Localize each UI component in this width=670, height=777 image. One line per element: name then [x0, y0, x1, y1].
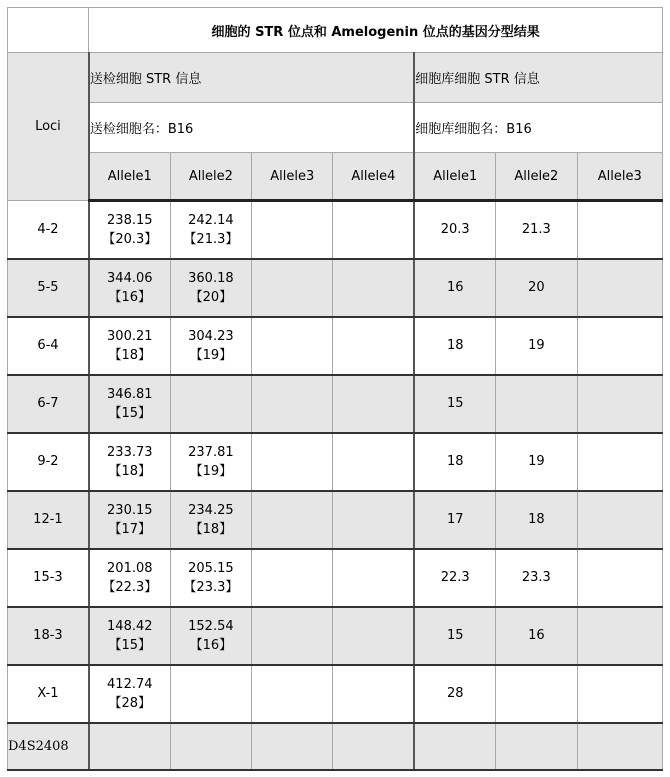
submitted-allele-header: Allele2: [170, 153, 251, 201]
library-allele-cell: [577, 491, 662, 549]
library-allele-cell: 20.3: [414, 201, 495, 259]
submitted-allele-cell: [89, 723, 170, 770]
allele-call: 【18】: [189, 521, 233, 537]
fragment-size: 234.25: [188, 502, 234, 518]
library-allele-header: Allele1: [414, 153, 495, 201]
submitted-allele-cell: [170, 665, 251, 723]
submitted-allele-cell: [252, 665, 333, 723]
submitted-allele-cell: [252, 317, 333, 375]
locus-cell: X-1: [8, 665, 89, 723]
allele-call: 【18】: [108, 463, 152, 479]
library-allele-cell: 21.3: [496, 201, 577, 259]
submitted-allele-cell: [89, 375, 170, 433]
allele-call: 【15】: [108, 405, 152, 421]
submitted-allele-cell: [252, 607, 333, 665]
table-row: [8, 491, 663, 549]
submitted-allele-header: Allele4: [333, 153, 414, 201]
library-allele-header: Allele2: [496, 153, 577, 201]
submitted-allele-cell: [252, 491, 333, 549]
submitted-allele-cell: [170, 375, 251, 433]
submitted-allele-cell: [170, 491, 251, 549]
submitted-allele-cell: [252, 549, 333, 607]
library-allele-cell: 20: [496, 259, 577, 317]
library-allele-header: Allele3: [577, 153, 662, 201]
fragment-size: 237.81: [188, 444, 234, 460]
submitted-allele-cell: [333, 433, 414, 491]
library-allele-cell: 18: [496, 491, 577, 549]
submitted-allele-cell: [89, 665, 170, 723]
fragment-size: 360.18: [188, 270, 234, 286]
locus-cell: 5-5: [8, 259, 89, 317]
library-cell-name: 细胞库细胞名：B16: [414, 103, 662, 153]
library-allele-cell: [577, 549, 662, 607]
allele-call: 【28】: [108, 695, 152, 711]
locus-cell: 6-4: [8, 317, 89, 375]
library-allele-cell: 18: [414, 433, 495, 491]
fragment-size: 304.23: [188, 328, 234, 344]
library-allele-cell: 16: [496, 607, 577, 665]
fragment-size: 300.21: [107, 328, 153, 344]
library-allele-cell: [577, 317, 662, 375]
library-allele-cell: 15: [414, 375, 495, 433]
locus-cell: 12-1: [8, 491, 89, 549]
submitted-allele-cell: [170, 201, 251, 259]
submitted-allele-cell: [333, 375, 414, 433]
table-row: [8, 201, 663, 259]
fragment-size: 230.15: [107, 502, 153, 518]
allele-call: 【20.3】: [102, 231, 158, 247]
table-row: [8, 607, 663, 665]
allele-call: 【18】: [108, 347, 152, 363]
table-row: [8, 317, 663, 375]
submitted-allele-cell: [89, 549, 170, 607]
library-allele-cell: [496, 723, 577, 770]
locus-cell: 18-3: [8, 607, 89, 665]
allele-call: 【21.3】: [183, 231, 239, 247]
library-group-label: 细胞库细胞 STR 信息: [414, 53, 662, 103]
library-allele-cell: [577, 201, 662, 259]
group-row: [8, 53, 663, 103]
fragment-size: 238.15: [107, 212, 153, 228]
submitted-allele-cell: [170, 259, 251, 317]
submitted-allele-cell: [333, 549, 414, 607]
library-allele-cell: 15: [414, 607, 495, 665]
fragment-size: 152.54: [188, 618, 234, 634]
library-allele-cell: [577, 665, 662, 723]
submitted-allele-cell: [333, 259, 414, 317]
allele-call: 【15】: [108, 637, 152, 653]
submitted-allele-cell: [170, 317, 251, 375]
locus-cell: 15-3: [8, 549, 89, 607]
allele-call: 【16】: [189, 637, 233, 653]
library-allele-cell: 23.3: [496, 549, 577, 607]
table-row: [8, 375, 663, 433]
submitted-allele-cell: [89, 433, 170, 491]
submitted-allele-cell: [333, 723, 414, 770]
submitted-allele-cell: [252, 375, 333, 433]
fragment-size: 346.81: [107, 386, 153, 402]
submitted-allele-cell: [170, 549, 251, 607]
allele-call: 【17】: [108, 521, 152, 537]
library-allele-cell: [577, 723, 662, 770]
submitted-allele-cell: [89, 317, 170, 375]
library-allele-cell: [577, 259, 662, 317]
library-allele-cell: 17: [414, 491, 495, 549]
allele-call: 【22.3】: [102, 579, 158, 595]
fragment-size: 205.15: [188, 560, 234, 576]
submitted-allele-cell: [333, 607, 414, 665]
name-row: [8, 103, 663, 153]
submitted-allele-cell: [333, 317, 414, 375]
library-allele-cell: 22.3: [414, 549, 495, 607]
table-row: [8, 665, 663, 723]
str-genotype-table: [7, 7, 663, 771]
library-allele-cell: [414, 723, 495, 770]
library-allele-cell: 18: [414, 317, 495, 375]
library-allele-cell: 16: [414, 259, 495, 317]
library-allele-cell: 19: [496, 433, 577, 491]
submitted-allele-cell: [333, 665, 414, 723]
title-row: [8, 8, 663, 53]
table-row: [8, 549, 663, 607]
locus-cell: 9-2: [8, 433, 89, 491]
allele-call: 【23.3】: [183, 579, 239, 595]
submitted-allele-cell: [252, 201, 333, 259]
submitted-allele-header: Allele1: [89, 153, 170, 201]
submitted-allele-cell: [170, 433, 251, 491]
submitted-cell-name: 送检细胞名：B16: [89, 103, 414, 153]
fragment-size: 412.74: [107, 676, 153, 692]
table-row: [8, 723, 663, 770]
submitted-allele-cell: [252, 723, 333, 770]
fragment-size: 148.42: [107, 618, 153, 634]
allele-call: 【19】: [189, 463, 233, 479]
fragment-size: 344.06: [107, 270, 153, 286]
submitted-group-label: 送检细胞 STR 信息: [89, 53, 414, 103]
submitted-allele-cell: [170, 607, 251, 665]
submitted-allele-header: Allele3: [252, 153, 333, 201]
library-allele-cell: [496, 375, 577, 433]
submitted-allele-cell: [89, 259, 170, 317]
allele-call: 【19】: [189, 347, 233, 363]
fragment-size: 233.73: [107, 444, 153, 460]
library-allele-cell: [577, 607, 662, 665]
allele-call: 【16】: [108, 289, 152, 305]
submitted-allele-cell: [89, 201, 170, 259]
library-allele-cell: 19: [496, 317, 577, 375]
submitted-allele-cell: [252, 433, 333, 491]
library-allele-cell: [577, 375, 662, 433]
allele-header-row: [8, 153, 663, 201]
table-row: [8, 433, 663, 491]
fragment-size: 242.14: [188, 212, 234, 228]
library-allele-cell: [577, 433, 662, 491]
library-allele-cell: 28: [414, 665, 495, 723]
table-title: 细胞的 STR 位点和 Amelogenin 位点的基因分型结果: [89, 8, 663, 53]
submitted-allele-cell: [252, 259, 333, 317]
fragment-size: 201.08: [107, 560, 153, 576]
locus-cell: D4S2408: [8, 723, 89, 770]
submitted-allele-cell: [333, 201, 414, 259]
library-allele-cell: [496, 665, 577, 723]
allele-call: 【20】: [189, 289, 233, 305]
locus-cell: 4-2: [8, 201, 89, 259]
loci-header: Loci: [8, 53, 89, 201]
submitted-allele-cell: [89, 491, 170, 549]
submitted-allele-cell: [333, 491, 414, 549]
locus-cell: 6-7: [8, 375, 89, 433]
title-corner: [8, 8, 89, 53]
table-row: [8, 259, 663, 317]
submitted-allele-cell: [170, 723, 251, 770]
submitted-allele-cell: [89, 607, 170, 665]
